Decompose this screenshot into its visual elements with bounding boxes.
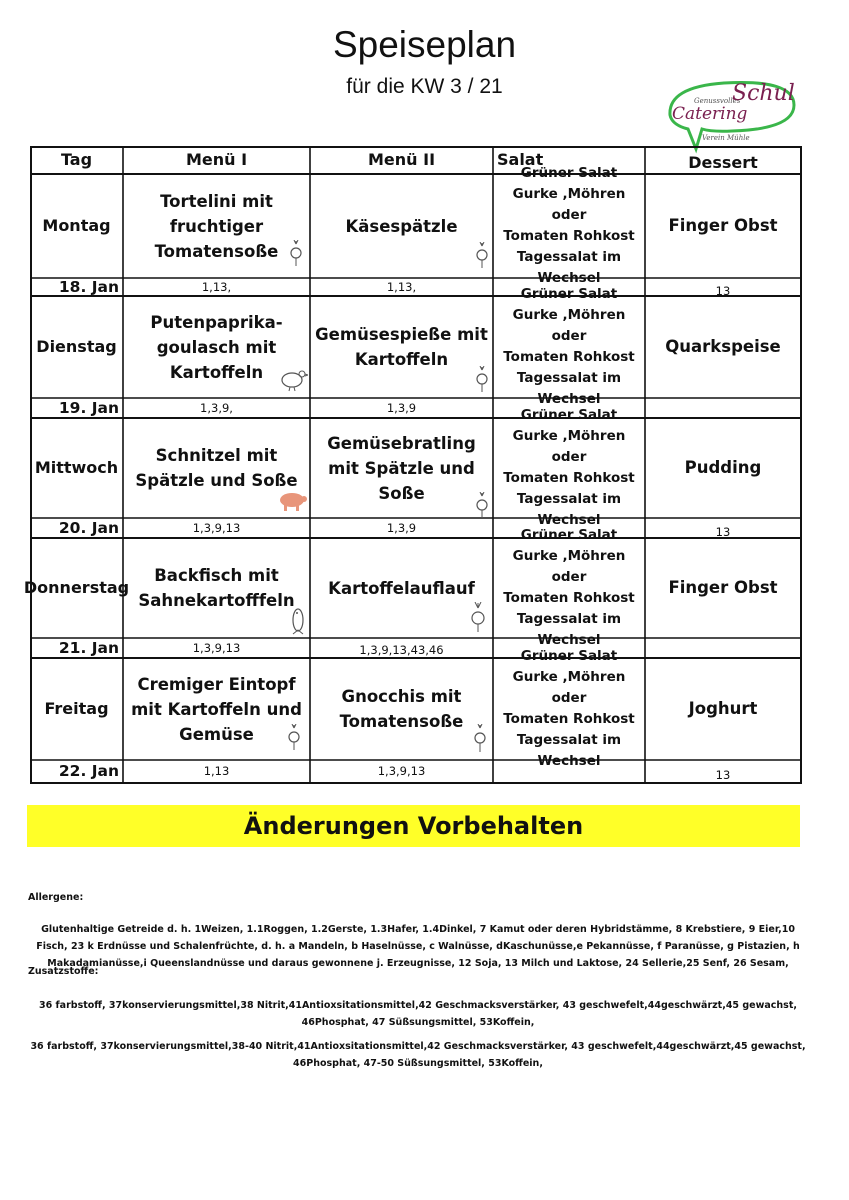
dessert: Finger Obst <box>668 216 778 236</box>
menu2-dish: Käsespätzle <box>345 216 458 236</box>
salad-info <box>493 286 645 407</box>
menu2-allergen-codes: 1,3,9,13,43,46 <box>359 642 444 657</box>
day-date: 21. Jan <box>58 638 119 657</box>
additives-heading: Zusatzstoffe: <box>28 966 99 977</box>
salad-line: Tagessalat im <box>516 249 622 265</box>
beet-icon <box>468 602 488 634</box>
menu2-dish: Kartoffelauflauf <box>328 578 475 598</box>
dessert-allergen-codes: 13 <box>715 524 731 539</box>
allergens-heading: Allergene: <box>28 892 84 903</box>
menu2-allergen-codes: 1,13, <box>386 279 417 294</box>
beet-icon <box>288 240 304 268</box>
menu2-allergen-codes: 1,3,9 <box>386 520 417 535</box>
salad-line: Tagessalat im <box>516 732 622 748</box>
header-menu1: Menü I <box>185 150 248 170</box>
menu2-dish: Gnocchis mit Tomatensoße <box>339 687 464 731</box>
salad-line: Tagessalat im <box>516 491 622 507</box>
pig-icon <box>276 488 308 514</box>
beet-icon <box>472 724 488 754</box>
menu1-allergen-codes: 1,13 <box>203 763 230 778</box>
salad-info <box>493 407 645 528</box>
additives-text-1: 36 farbstoff, 37konservierungsmittel,38 Nitrit,41Antioxsitationsmittel,42 Geschmacksverstärker, 43 geschwefelt,44geschwärzt,45 gewachst, 46Phosphat, 47 Süßsungsmittel, 53Koffein, <box>39 1000 797 1028</box>
day-date: 22. Jan <box>58 761 119 780</box>
salad-info <box>493 165 645 286</box>
dessert: Pudding <box>684 458 762 478</box>
menu1-allergen-codes: 1,3,9,13 <box>192 640 241 655</box>
menu1-dish: Putenpaprika-goulasch mit Kartoffeln <box>150 312 283 382</box>
dessert-allergen-codes <box>645 638 801 658</box>
logo-line3: Verein Mühle <box>702 134 750 142</box>
salad-line: Tomaten Rohkost <box>503 228 635 244</box>
salad-line: Tagessalat im <box>516 370 622 386</box>
salad-line: Wechsel <box>537 391 601 407</box>
salad-line: Tomaten Rohkost <box>503 711 635 727</box>
dessert-allergen-codes: 13 <box>715 767 731 782</box>
day-date: 20. Jan <box>58 518 119 537</box>
day-date: 19. Jan <box>58 398 119 417</box>
beet-icon <box>286 724 302 752</box>
menu2-dish: Gemüsespieße mit Kartoffeln <box>315 325 488 369</box>
salad-line: Gurke ,Möhren oder <box>512 428 626 465</box>
page-title: Speiseplan <box>332 24 517 65</box>
logo-word1: Schul <box>732 81 795 106</box>
salad-info <box>493 648 645 769</box>
salad-line: Wechsel <box>537 512 601 528</box>
salad-info <box>493 527 645 648</box>
day-name: Montag <box>42 215 111 235</box>
dessert: Joghurt <box>688 699 758 719</box>
menu1-allergen-codes: 1,3,9, <box>200 400 233 415</box>
menu2-allergen-codes: 1,3,9 <box>386 400 417 415</box>
dessert-allergen-codes: 13 <box>715 283 731 298</box>
allergens-text: Glutenhaltige Getreide d. h. 1Weizen, 1.1Roggen, 1.2Gerste, 1.3Hafer, 1.4Dinkel, 7 Kamut oder deren Hybridstämme, 8 Krebstiere, 9 Eier,10 Fisch, 23 k Erdnüsse und Schalenfrüchte, d. h. a Mandeln, b Haselnüsse, c Walnüsse, dKaschunüsse,e Pekannüsse, f Paranüsse, g Pistazien, h Makadamianüsse,i Queenslandnüsse und daraus gewonnene j. Erzeugnisse, 12 Soja, 13 Milch und Laktose, 24 Sellerie,25 Senf, 26 Sesam, <box>36 924 800 969</box>
salad-line: Gurke ,Möhren oder <box>512 548 626 585</box>
menu2-allergen-codes: 1,3,9,13 <box>377 763 426 778</box>
header-salad: Salat <box>497 150 544 170</box>
day-name: Mittwoch <box>34 457 119 477</box>
salad-line: Tomaten Rohkost <box>503 590 635 606</box>
menu1-dish: Tortelini mit fruchtiger Tomatensoße <box>154 191 279 261</box>
dessert: Quarkspeise <box>665 337 781 357</box>
logo-word2: Catering <box>672 104 748 124</box>
salad-line: Grüner Salat <box>520 527 618 543</box>
day-name: Dienstag <box>36 336 117 356</box>
beet-icon <box>474 242 490 270</box>
salad-line: Gurke ,Möhren oder <box>512 186 626 223</box>
salad-line: Tomaten Rohkost <box>503 349 635 365</box>
chicken-icon <box>278 366 308 392</box>
salad-line: Tomaten Rohkost <box>503 470 635 486</box>
salad-line: Wechsel <box>537 753 601 769</box>
salad-line: Grüner Salat <box>520 286 618 302</box>
menu1-dish: Schnitzel mit Spätzle und Soße <box>135 446 298 490</box>
beet-icon <box>474 492 490 520</box>
day-name: Donnerstag <box>23 577 130 597</box>
changes-reserved-banner: Änderungen Vorbehalten <box>27 805 800 847</box>
salad-line: Wechsel <box>537 270 601 286</box>
menu-table <box>23 146 802 784</box>
menu1-allergen-codes: 1,13, <box>201 279 232 294</box>
salad-line: Grüner Salat <box>520 407 618 423</box>
fish-icon <box>290 604 306 638</box>
menu1-dish: Backfisch mit Sahnekartofffeln <box>138 566 295 610</box>
dessert: Finger Obst <box>668 578 778 598</box>
day-date: 18. Jan <box>58 277 119 296</box>
menu1-allergen-codes: 1,3,9,13 <box>192 520 241 535</box>
dessert-allergen-codes <box>645 398 801 418</box>
logo-line1: Genussvolles <box>694 97 741 105</box>
day-name: Freitag <box>44 698 109 718</box>
salad-line: Gurke ,Möhren oder <box>512 307 626 344</box>
catering-logo <box>662 73 802 155</box>
additives-text-2: 36 farbstoff, 37konservierungsmittel,38-40 Nitrit,41Antioxsitationsmittel,42 Geschmacksverstärker, 43 geschwefelt,44geschwärzt,45 gewachst, 46Phosphat, 47-50 Süßsungsmittel, 53Koffein, <box>30 1041 806 1069</box>
beet-icon <box>474 366 490 394</box>
salad-line: Grüner Salat <box>520 648 618 664</box>
header-dessert: Dessert <box>688 153 758 173</box>
header-day: Tag <box>60 150 93 170</box>
menu2-dish: Gemüsebratling mit Spätzle und Soße <box>327 433 476 503</box>
salad-line: Wechsel <box>537 632 601 648</box>
menu1-dish: Cremiger Eintopf mit Kartoffeln und Gemüse <box>131 674 302 744</box>
header-menu2: Menü II <box>367 150 436 170</box>
salad-line: Tagessalat im <box>516 611 622 627</box>
salad-line: Gurke ,Möhren oder <box>512 669 626 706</box>
salad-line: Grüner Salat <box>520 165 618 181</box>
page-subtitle: für die KW 3 / 21 <box>346 75 503 98</box>
